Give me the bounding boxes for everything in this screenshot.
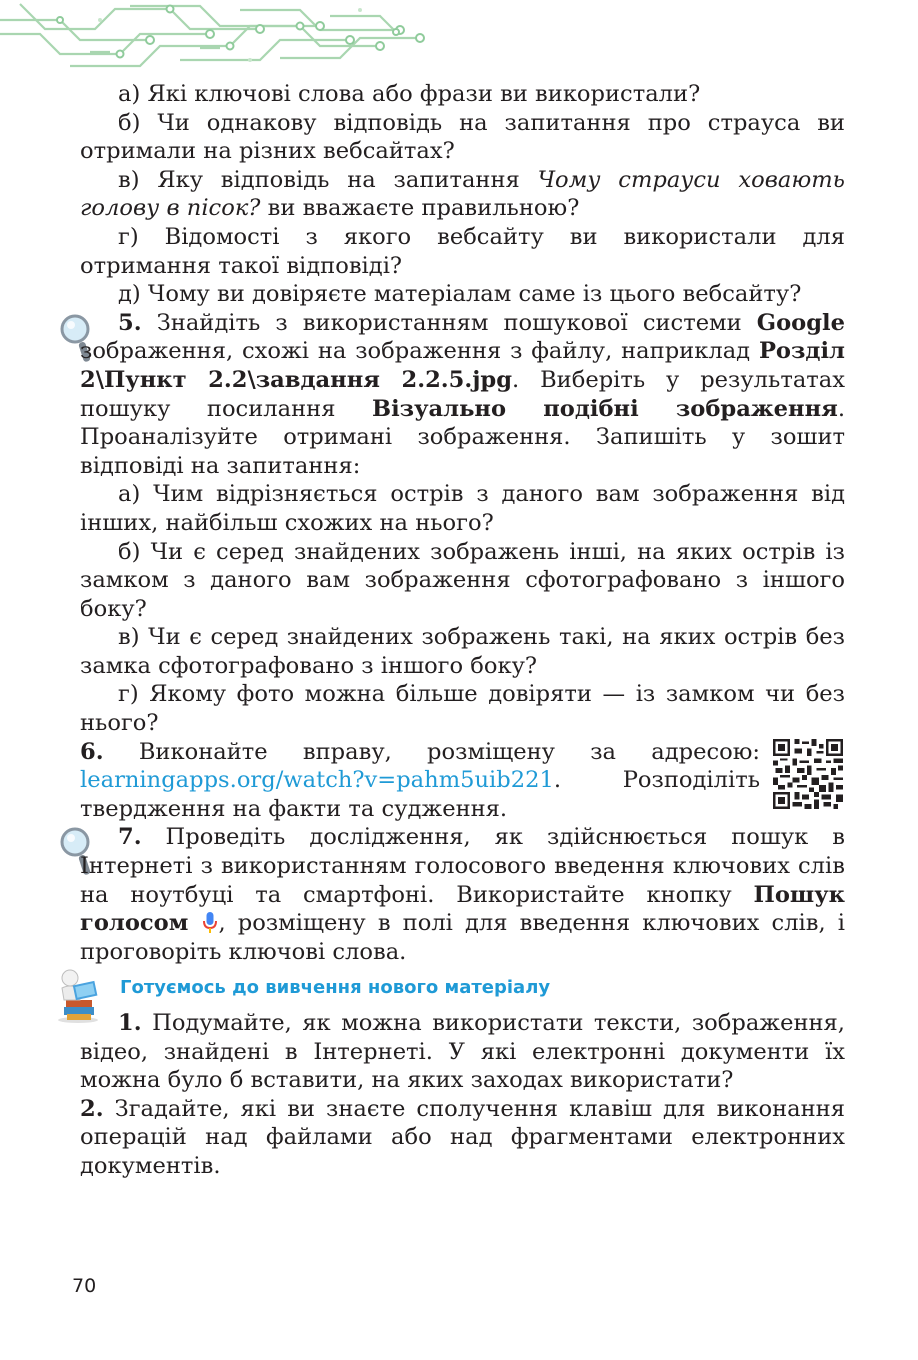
task-5: 5. Знайдіть з використанням пошукової системи Google зображення, схожі на зображення з файлу, наприклад Розділ 2\Пункт 2.2\завдання 2.2.5.jpg. Виберіть у результатах пошуку посилання Візуально подібні зображення. Проаналізуйте отримані зображення. Запишіть у зошит відповіді на запитання: (80, 309, 845, 479)
task-number: 6. (80, 738, 104, 765)
prep-heading-line (80, 972, 845, 1003)
q4-item-v: в) Яку відповідь на запитання Чому страуси ховають голову в пісок? ви вважаєте правильною? (80, 166, 845, 222)
q5-item-g: г) Якому фото можна більше довіряти — із замком чи без нього? (80, 681, 845, 737)
task-number: 7. (118, 824, 142, 851)
page-body (80, 80, 845, 1181)
microphone-icon (203, 912, 217, 934)
circuit-decoration (0, 0, 430, 72)
task-6: 6. Виконайте вправу, розміщену за адресою: learningapps.org/watch?v=pahm5uib221. Розподіліть твердження на факти та судження. (80, 738, 760, 822)
q4-item-a: а) Які ключові слова або фрази ви використали? (118, 81, 701, 107)
q4-item-g: г) Відомості з якого вебсайту ви використали для отримання такої відповіді? (80, 223, 845, 279)
task-number: 5. (118, 309, 142, 336)
task-7: 7. Проведіть дослідження, як здійснюється пошук в Інтернеті з використанням голосового введення ключових слів на ноутбуці та смартфоні. Використайте кнопку Пошук голосом , розміщену в полі для введення ключових слів, і проговоріть ключові слова. (80, 824, 846, 965)
learningapps-link[interactable]: learningapps.org/watch?v=pahm5uib221 (80, 767, 554, 794)
prep-item-2: 2. Згадайте, які ви знаєте сполучення клавіш для виконання операцій над файлами або над фрагментами електронних документів. (80, 1095, 845, 1179)
q5-item-v: в) Чи є серед знайдених зображень такі, на яких острів без замка сфотографовано з іншого боку? (80, 624, 845, 679)
q4-item-b: б) Чи однакову відповідь на запитання про страуса ви отримали на різних вебсайтах? (80, 109, 845, 165)
q4-item-d: д) Чому ви довіряєте матеріалам саме із цього вебсайту? (118, 281, 802, 308)
page-number: 70 (72, 1275, 97, 1297)
q5-item-b: б) Чи є серед знайдених зображень інші, на яких острів із замком з даного вам зображення сфотографовано з іншого боку? (80, 538, 845, 622)
prep-item-1: 1. Подумайте, як можна використати тексти, зображення, відео, знайдені в Інтернеті. У які електронні документи їх можна було б вставити, на яких заходах використати? (80, 1010, 845, 1094)
italic-question: Чому страуси ховають голову в пісок? (80, 166, 845, 222)
section-heading: Готуємось до вивчення нового матеріалу (120, 977, 551, 999)
q5-item-a: а) Чим відрізняється острів з даного вам зображення від інших, найбільш схожих на нього? (80, 481, 845, 536)
file-path: Розділ 2\Пункт 2.2\завдання 2.2.5.jpg (80, 338, 845, 393)
